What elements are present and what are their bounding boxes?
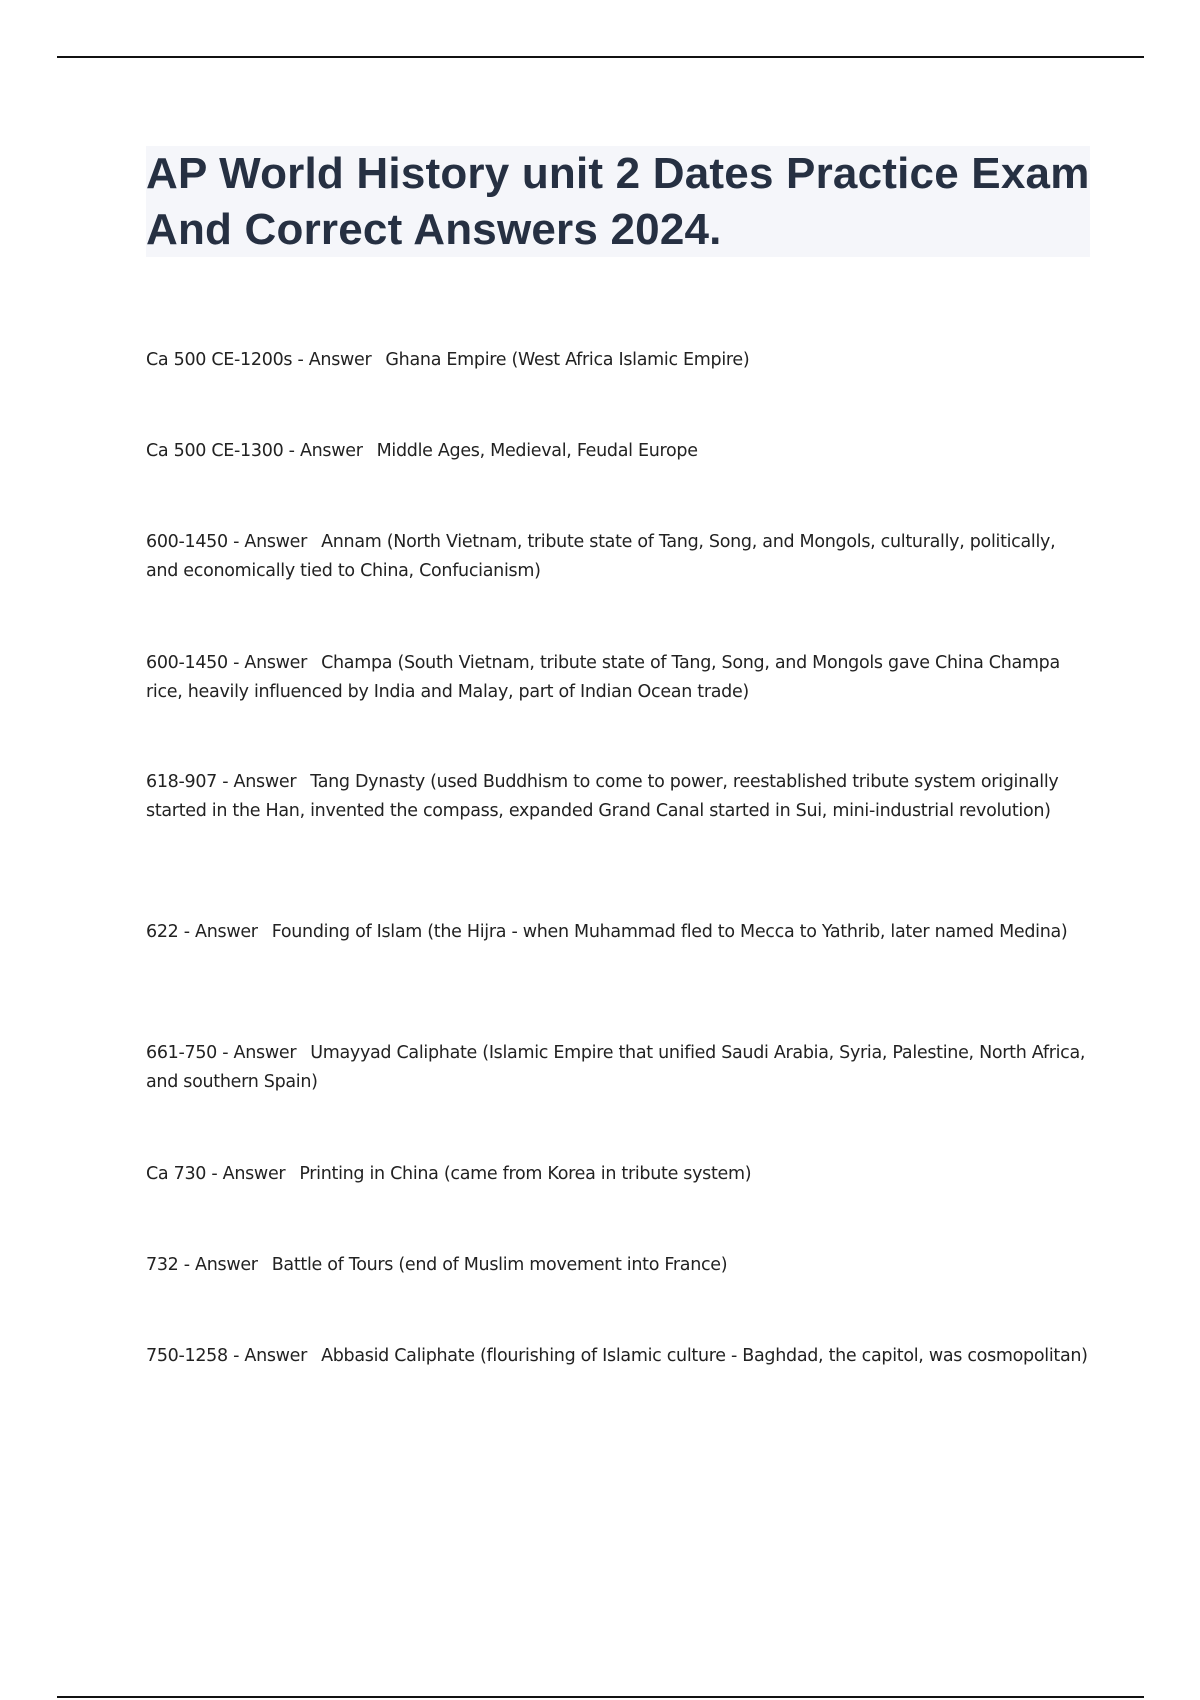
qa-entry [146, 768, 1090, 826]
entry-question: Ca 730 - Answer [146, 1164, 286, 1184]
qa-entry [146, 1160, 1090, 1189]
qa-entry [146, 649, 1090, 707]
entry-answer: Battle of Tours (end of Muslim movement into France) [271, 1255, 728, 1275]
entry-question: 661-750 - Answer [146, 1043, 297, 1063]
entry-answer: Champa (South Vietnam, tribute state of Tang, Song, and Mongols gave China Champa rice, heavily influenced by India and Malay, part of Indian Ocean trade) [146, 653, 1060, 702]
entry-answer: Ghana Empire (West Africa Islamic Empire) [385, 350, 750, 370]
title-block [146, 146, 1090, 257]
top-rule [57, 56, 1144, 58]
entry-question: 622 - Answer [146, 922, 258, 942]
entry-question: 750-1258 - Answer [146, 1346, 308, 1366]
bottom-rule [57, 1696, 1144, 1698]
entry-question: 618-907 - Answer [146, 772, 297, 792]
entry-answer: Middle Ages, Medieval, Feudal Europe [376, 441, 698, 461]
qa-entry [146, 1039, 1090, 1097]
qa-entry [146, 437, 1090, 466]
qa-entry [146, 346, 1090, 375]
qa-entry [146, 1342, 1090, 1371]
entry-answer: Founding of Islam (the Hijra - when Muhammad fled to Mecca to Yathrib, later named Medina) [271, 922, 1068, 942]
entry-answer: Printing in China (came from Korea in tribute system) [299, 1164, 752, 1184]
entry-question: Ca 500 CE-1300 - Answer [146, 441, 363, 461]
entry-answer: Annam (North Vietnam, tribute state of Tang, Song, and Mongols, culturally, politically, and economically tied to China, Confucianism) [146, 532, 1056, 581]
qa-entry [146, 918, 1090, 947]
entry-question: 732 - Answer [146, 1255, 258, 1275]
entry-question: 600-1450 - Answer [146, 532, 308, 552]
entry-question: Ca 500 CE-1200s - Answer [146, 350, 372, 370]
qa-entry [146, 528, 1090, 586]
qa-entry [146, 1251, 1090, 1280]
entry-question: 600-1450 - Answer [146, 653, 308, 673]
entry-answer: Abbasid Caliphate (flourishing of Islamic culture - Baghdad, the capitol, was cosmopolitan) [321, 1346, 1088, 1366]
entry-answer: Tang Dynasty (used Buddhism to come to power, reestablished tribute system originally started in the Han, invented the compass, expanded Grand Canal started in Sui, mini-industrial revolution) [146, 772, 1059, 821]
document-title: AP World History unit 2 Dates Practice Exam And Correct Answers 2024. [146, 149, 1090, 254]
entry-answer: Umayyad Caliphate (Islamic Empire that unified Saudi Arabia, Syria, Palestine, North Africa, and southern Spain) [146, 1043, 1086, 1092]
